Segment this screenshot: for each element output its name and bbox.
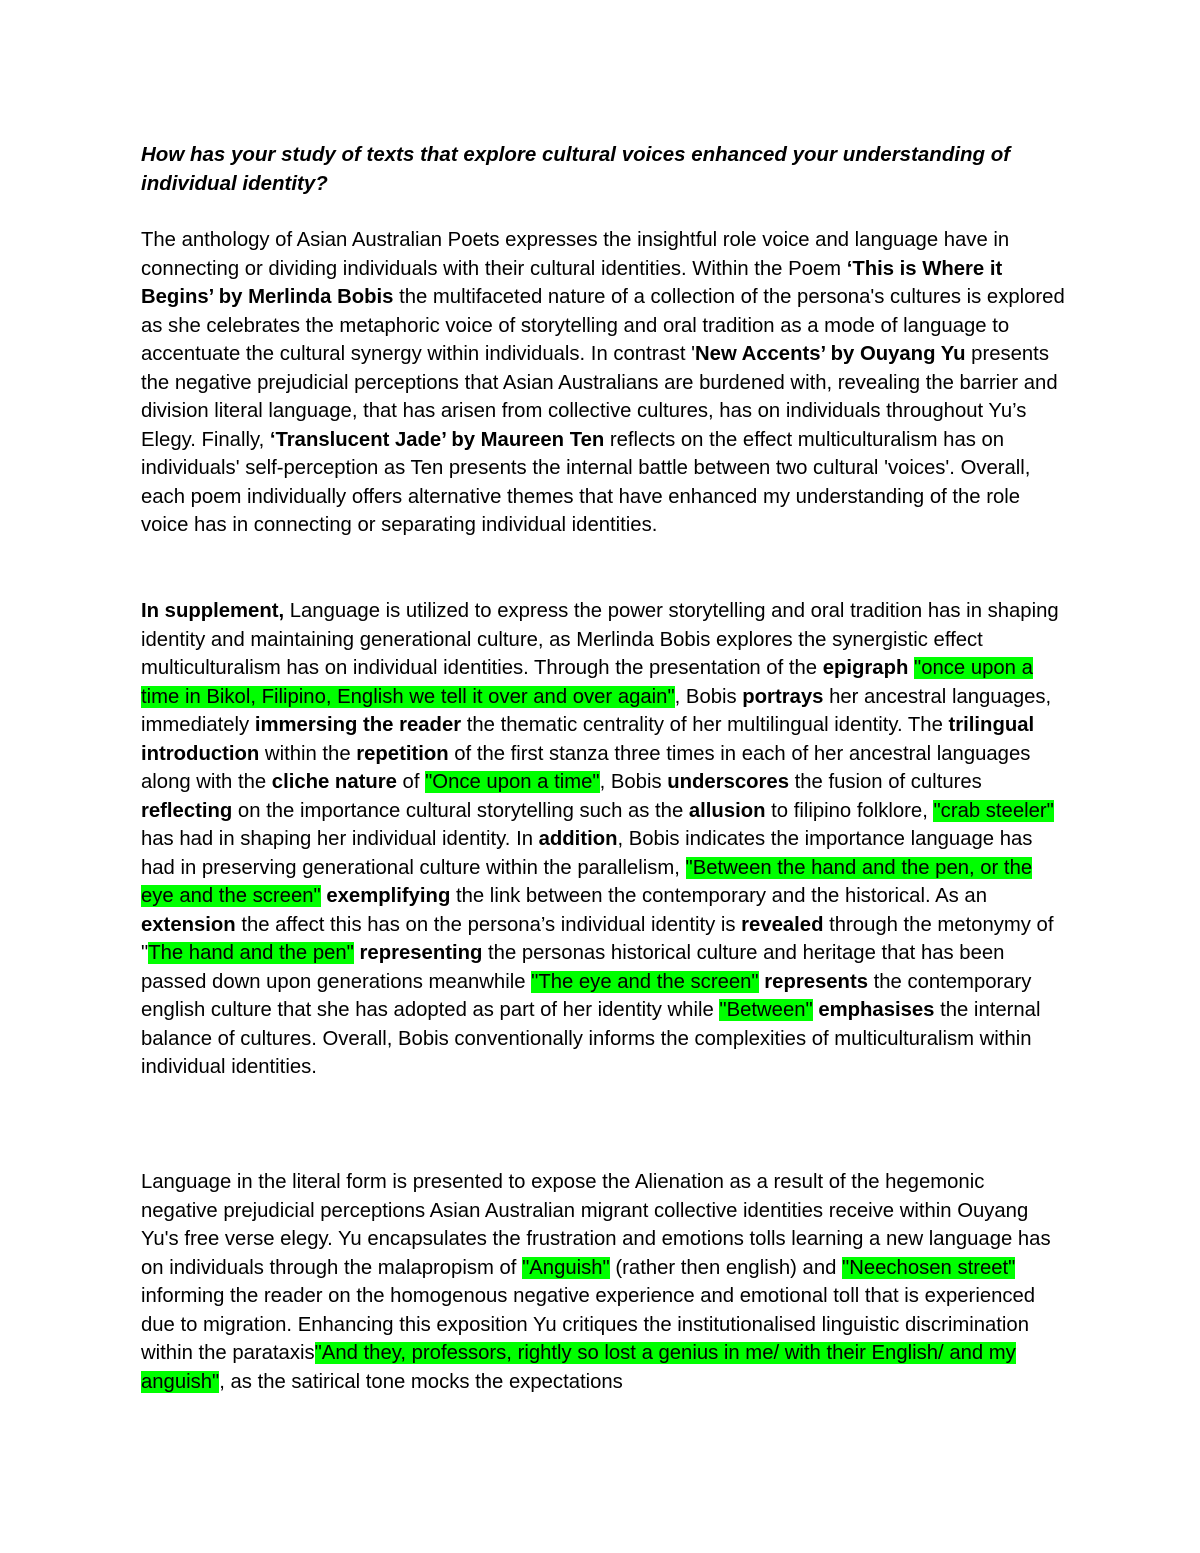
highlighted-quote: "once upon a time in Bikol, Filipino, English we tell it over and over again" (141, 657, 1033, 708)
text-run: through the metonymy of " (141, 913, 1054, 964)
highlighted-quote: "Neechosen street" (842, 1256, 1016, 1279)
highlighted-quote: "crab steeler" (933, 799, 1054, 822)
bold-term: revealed (741, 913, 824, 936)
text-run: informing the reader on the homogenous negative experience and emotional toll that is experienced due to migration. Enhancing this exposition Yu critiques the institutionalised linguistic discrimination within the parataxis (141, 1285, 1036, 1364)
text-run: reflects on the effect multiculturalism has on individuals' self-perception as Ten presents the internal battle between two cultural 'voices'. Overall, each poem individually offers alternative themes that have enhanced my understanding of the role voice has in connecting or separating individual identities. (141, 428, 1031, 536)
bold-term: repetition (356, 742, 449, 765)
text-run: the link between the contemporary and the historical. As an (450, 885, 987, 907)
highlighted-quote: "Between the hand and the pen, or the eye and the screen" (141, 856, 1033, 907)
essay-question: How has your study of texts that explore cultural voices enhanced your understanding of individual identity? (141, 143, 1011, 195)
paragraph-yu-analysis (141, 1168, 1066, 1396)
bold-term: allusion (688, 799, 766, 822)
text-run: her ancestral languages, immediately (141, 685, 1052, 736)
bold-term: addition (538, 828, 618, 850)
text-run: the contemporary english culture that she has adopted as part of her identity while (141, 970, 1032, 1021)
text-run: the affect this has on the persona’s individual identity is (235, 913, 742, 936)
bold-term: represents (764, 970, 868, 993)
text-run: the multifaceted nature of a collection of the persona's cultures is explored as she celebrates the metaphoric voice of storytelling and oral tradition as a mode of language to accentuate the cultural synergy within individuals. In contrast ' (141, 286, 1065, 365)
bold-term: portrays (742, 685, 824, 708)
bold-term: reflecting (141, 799, 233, 822)
highlighted-quote: "Once upon a time" (425, 771, 600, 793)
highlighted-quote: "Anguish" (522, 1256, 610, 1279)
paragraph-bobis-analysis (141, 597, 1066, 1082)
bold-term: ‘This is Where it Begins’ by Merlinda Bobis (141, 257, 1003, 308)
text-run: within the (259, 742, 357, 765)
text-run: the thematic centrality of her multilingual identity. The (461, 714, 949, 736)
text-run: has had in shaping her individual identity. In (141, 828, 539, 850)
text-run: , Bobis indicates the importance language has had in preserving generational culture within the parallelism, (141, 828, 1033, 879)
bold-term: In supplement, (141, 600, 285, 622)
text-run: , as the satirical tone mocks the expectations (219, 1370, 623, 1393)
bold-term: trilingual introduction (141, 714, 1035, 765)
bold-term: extension (141, 913, 236, 936)
text-run: the internal balance of cultures. Overall, Bobis conventionally informs the complexities of multiculturalism within individual identities. (141, 999, 1041, 1078)
highlighted-quote: "Between" (719, 999, 813, 1021)
text-run: Language is utilized to express the power storytelling and oral tradition has in shaping identity and maintaining generational culture, as Merlinda Bobis explores the synergistic effect multiculturalism has on individual identities. Through the presentation of the (141, 600, 1059, 679)
highlighted-quote: "The eye and the screen" (531, 970, 759, 993)
bold-term: exemplifying (326, 885, 451, 907)
text-run: The anthology of Asian Australian Poets expresses the insightful role voice and language have in connecting or dividing individuals with their cultural identities. Within the Poem (141, 229, 1010, 280)
bold-term: cliche nature (271, 771, 397, 793)
text-run: , Bobis (599, 771, 668, 793)
highlighted-quote: "And they, professors, rightly so lost a genius in me/ with their English/ and my anguish" (141, 1342, 1016, 1393)
text-run: the fusion of cultures (789, 771, 982, 793)
bold-term: epigraph (822, 657, 909, 679)
text-run: Language in the literal form is presented to expose the Alienation as a result of the hegemonic negative prejudicial perceptions Asian Australian migrant collective identities receive within Ouyang Yu's free verse elegy. Yu encapsulates the frustration and emotions tolls learning a new language has on individuals through the malapropism of (141, 1171, 1051, 1279)
text-run: of (396, 771, 426, 793)
text-run: presents the negative prejudicial perceptions that Asian Australians are burdened with, revealing the barrier and division literal language, that has arisen from collective cultures, has on individuals throughout Yu’s Elegy. Finally, (141, 343, 1058, 451)
text-run: , Bobis (674, 685, 743, 708)
text-run: on the importance cultural storytelling such as the (232, 799, 689, 822)
highlighted-quote: The hand and the pen" (148, 942, 354, 964)
text-run: to filipino folklore, (765, 799, 934, 822)
bold-term: emphasises (818, 999, 935, 1021)
text-run: the personas historical culture and heritage that has been passed down upon generations meanwhile (141, 942, 1005, 993)
text-run: (rather then english) and (609, 1256, 843, 1279)
bold-term: representing (359, 942, 483, 964)
bold-term: New Accents’ by Ouyang Yu (695, 343, 966, 365)
bold-term: ‘Translucent Jade’ by Maureen Ten (269, 428, 605, 451)
text-run: of the first stanza three times in each of her ancestral languages along with the (141, 742, 1031, 793)
paragraph-introduction (141, 226, 1066, 540)
bold-term: underscores (667, 771, 789, 793)
bold-term: immersing the reader (254, 714, 462, 736)
